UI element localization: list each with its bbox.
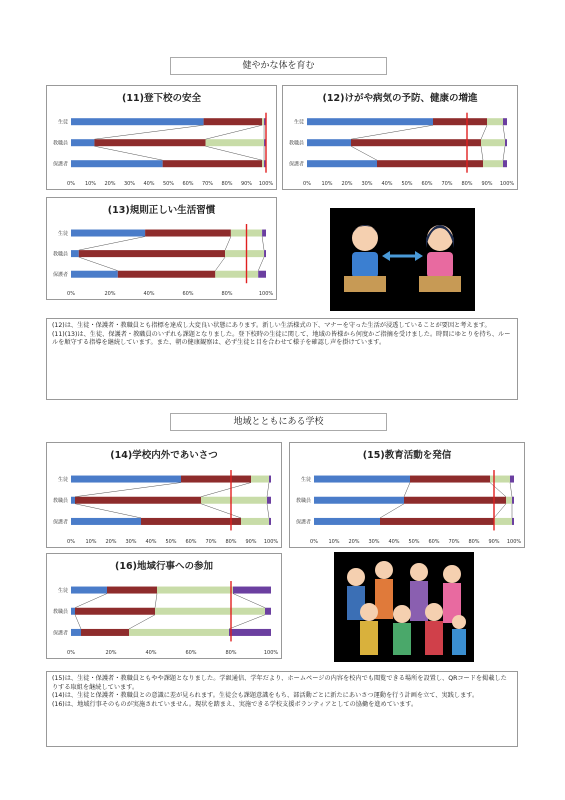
bar-segment (269, 476, 271, 483)
tick-label: 0% (303, 181, 311, 187)
bar-segment (71, 497, 75, 504)
connector-line (267, 504, 269, 518)
commentary-community (46, 671, 518, 747)
bar-segment (512, 497, 514, 504)
connector-line (75, 594, 107, 608)
students-eating-icon (330, 208, 475, 311)
bar-segment (107, 587, 157, 594)
tick-label: 20% (348, 539, 360, 545)
tick-label: 70% (441, 181, 453, 187)
chart-title: (16)地域行事への参加 (115, 561, 213, 572)
connector-line (503, 146, 505, 160)
row-label: 保護者 (52, 519, 68, 526)
tick-label: 60% (185, 539, 197, 545)
tick-label: 40% (381, 181, 393, 187)
bar-segment (71, 230, 145, 237)
connector-line (494, 504, 506, 518)
connector-line (351, 146, 377, 160)
tick-label: 40% (145, 539, 157, 545)
bar-segment (314, 497, 404, 504)
tick-label: 0% (310, 539, 318, 545)
commentary-paragraph: (11)(13)は、生徒、保護者・教職員のいずれも課題となりました。登下校時の生徒に関して、地域の皆様から何度かご指摘を受けました。時間にゆとりを持ち、ルールを順守する指導を継続しています。また、朝の健康観察は、必ず生徒と目を合わせて様子を確認し声を掛けています。 (52, 330, 511, 347)
chart-16-svg (47, 554, 283, 660)
bar-segment (481, 139, 505, 146)
row-label: 教職員 (295, 498, 311, 505)
tick-label: 20% (105, 539, 117, 545)
bar-segment (157, 587, 233, 594)
tick-label: 90% (240, 181, 253, 187)
bar-segment (505, 139, 507, 146)
bar-segment (145, 230, 231, 237)
bar-segment (410, 476, 490, 483)
connector-line (94, 146, 162, 160)
bar-segment (75, 608, 155, 615)
bar-segment (314, 476, 410, 483)
bar-segment (71, 118, 204, 125)
tick-label: 70% (448, 539, 460, 545)
row-label: 教職員 (52, 609, 68, 616)
bar-segment (506, 497, 512, 504)
commentary-paragraph: (15)は、生徒・保護者・教職員ともやや課題となりました。学級通信、学年だより、ホームページの内容を校内でも閲覧できる場所を設置し、QRコードを掲載したりする取組を継続しています。 (52, 675, 507, 691)
tick-label: 70% (201, 181, 214, 187)
chart-title: (15)教育活動を発信 (362, 450, 452, 461)
tick-label: 10% (328, 539, 340, 545)
bar-segment (71, 587, 107, 594)
connector-line (351, 125, 433, 139)
bar-segment (204, 118, 263, 125)
bar-segment (262, 230, 266, 237)
connector-line (79, 237, 145, 251)
row-label: 保護者 (295, 519, 311, 526)
commentary-paragraph: (12)は、生徒・保護者・教職員とも指標を達成し大変良い状態にあります。新しい生活様式の下、マナーを守った生活が浸透していることが要因と考えます。 (52, 322, 491, 329)
row-label: 教職員 (52, 140, 68, 147)
bar-segment (94, 139, 205, 146)
tick-label: 30% (125, 539, 137, 545)
tick-label: 10% (321, 181, 333, 187)
tick-label: 100% (263, 650, 279, 656)
bar-segment (71, 629, 81, 636)
bar-segment (229, 629, 271, 636)
tick-label: 80% (225, 539, 237, 545)
tick-label: 100% (263, 539, 279, 545)
bar-segment (71, 271, 118, 278)
family-group-icon (334, 552, 474, 662)
bar-segment (233, 587, 271, 594)
bar-segment (264, 250, 266, 257)
section-title-health: 健やかな体を育む (170, 57, 387, 75)
bar-segment (483, 160, 503, 167)
bar-segment (258, 271, 266, 278)
connector-line (258, 257, 264, 271)
row-label: 教職員 (52, 251, 68, 258)
connector-line (229, 615, 265, 629)
connector-line (129, 615, 155, 629)
commentary-health (46, 318, 518, 400)
bar-segment (71, 139, 94, 146)
bar-segment (241, 518, 269, 525)
connector-line (380, 504, 404, 518)
tick-label: 80% (221, 291, 233, 297)
bar-segment (269, 518, 271, 525)
tick-label: 80% (225, 650, 237, 656)
row-label: 保護者 (52, 161, 68, 168)
bar-segment (503, 160, 507, 167)
chart-15-svg (290, 443, 526, 549)
commentary-paragraph: (14)は、生徒と保護者・教職員との意識に差が見られます。生徒会も課題意識をもち、部活動ごとに新たにあいさつ運動を行う計画を立て、実践します。 (52, 692, 479, 700)
chart-title: (11)登下校の安全 (122, 93, 201, 104)
bar-segment (225, 250, 264, 257)
row-label: 生徒 (57, 119, 68, 126)
bar-segment (71, 250, 79, 257)
tick-label: 20% (104, 291, 116, 297)
tick-label: 30% (123, 181, 136, 187)
chart-11 (46, 85, 277, 190)
connector-line (79, 257, 118, 271)
bar-segment (181, 476, 251, 483)
students-eating-illustration (330, 208, 475, 311)
row-label: 保護者 (288, 161, 304, 168)
tick-label: 0% (67, 291, 75, 297)
connector-line (481, 146, 483, 160)
chart-14-svg (47, 443, 283, 549)
bar-segment (79, 250, 225, 257)
bar-segment (75, 497, 201, 504)
row-label: 保護者 (52, 272, 68, 279)
bar-segment (314, 518, 380, 525)
bar-segment (307, 139, 351, 146)
bar-segment (118, 271, 216, 278)
tick-label: 80% (461, 181, 473, 187)
chart-12 (282, 85, 518, 190)
connector-line (206, 146, 263, 160)
bar-segment (490, 476, 510, 483)
row-label: 生徒 (57, 588, 68, 595)
bar-segment (503, 118, 507, 125)
chart-title: (12)けがや病気の予防、健康の増進 (322, 93, 478, 104)
connector-line (201, 504, 241, 518)
connector-line (94, 125, 203, 139)
connector-line (267, 483, 269, 497)
connector-line (206, 125, 263, 139)
connector-line (262, 237, 264, 251)
bar-segment (71, 518, 141, 525)
bar-segment (404, 497, 506, 504)
row-label: 保護者 (52, 630, 68, 637)
tick-label: 100% (258, 291, 274, 297)
tick-label: 20% (341, 181, 353, 187)
chart-title: (14)学校内外であいさつ (110, 450, 218, 461)
tick-label: 60% (185, 650, 197, 656)
tick-label: 80% (221, 181, 233, 187)
bar-segment (267, 497, 271, 504)
connector-line (225, 237, 231, 251)
bar-segment (307, 118, 433, 125)
tick-label: 50% (165, 539, 177, 545)
bar-segment (512, 518, 514, 525)
chart-11-svg (47, 86, 278, 191)
tick-label: 60% (421, 181, 433, 187)
bar-segment (251, 476, 269, 483)
tick-label: 100% (499, 181, 515, 187)
tick-label: 40% (145, 650, 157, 656)
connector-line (510, 483, 512, 497)
tick-label: 90% (245, 539, 257, 545)
bar-segment (265, 608, 271, 615)
tick-label: 20% (105, 650, 117, 656)
bar-segment (206, 139, 264, 146)
connector-line (75, 483, 181, 497)
row-label: 教職員 (52, 498, 68, 505)
tick-label: 0% (67, 181, 75, 187)
bar-segment (215, 271, 258, 278)
chart-15 (289, 442, 525, 548)
tick-label: 40% (143, 291, 155, 297)
tick-label: 60% (428, 539, 440, 545)
connector-line (481, 125, 487, 139)
connector-line (201, 483, 251, 497)
bar-segment (163, 160, 262, 167)
tick-label: 30% (361, 181, 373, 187)
bar-segment (141, 518, 241, 525)
bar-segment (155, 608, 265, 615)
bar-segment (201, 497, 267, 504)
chart-title: (13)規則正しい生活習慣 (107, 205, 216, 216)
tick-label: 70% (205, 539, 217, 545)
tick-label: 10% (85, 539, 97, 545)
connector-line (75, 615, 81, 629)
connector-line (75, 504, 141, 518)
connector-line (490, 483, 506, 497)
tick-label: 100% (258, 181, 274, 187)
chart-12-svg (283, 86, 519, 191)
chart-13-svg (47, 198, 278, 301)
tick-label: 60% (182, 291, 194, 297)
tick-label: 50% (162, 181, 175, 187)
bar-segment (510, 476, 514, 483)
chart-13 (46, 197, 277, 300)
tick-label: 0% (67, 650, 75, 656)
connector-line (215, 257, 225, 271)
tick-label: 20% (104, 181, 116, 187)
tick-label: 50% (408, 539, 420, 545)
connector-line (404, 483, 410, 497)
connector-line (155, 594, 157, 608)
tick-label: 100% (506, 539, 522, 545)
bar-segment (71, 476, 181, 483)
bar-segment (262, 118, 264, 125)
tick-label: 90% (481, 181, 493, 187)
tick-label: 60% (182, 181, 194, 187)
tick-label: 90% (488, 539, 500, 545)
bar-segment (380, 518, 494, 525)
section-title-community: 地域とともにある学校 (170, 413, 387, 431)
bar-segment (262, 160, 264, 167)
tick-label: 40% (388, 539, 400, 545)
tick-label: 30% (368, 539, 380, 545)
bar-segment (71, 608, 75, 615)
row-label: 生徒 (57, 231, 68, 238)
bar-segment (81, 629, 129, 636)
bar-segment (494, 518, 512, 525)
connector-line (503, 125, 505, 139)
tick-label: 50% (401, 181, 413, 187)
row-label: 教職員 (288, 140, 304, 147)
row-label: 生徒 (293, 119, 304, 126)
bar-segment (129, 629, 229, 636)
chart-16 (46, 553, 282, 659)
chart-14 (46, 442, 282, 548)
row-label: 生徒 (300, 477, 311, 484)
row-label: 生徒 (57, 477, 68, 484)
bar-segment (71, 160, 163, 167)
family-group-illustration (334, 552, 474, 662)
connector-line (233, 594, 265, 608)
tick-label: 80% (468, 539, 480, 545)
bar-segment (487, 118, 503, 125)
bar-segment (351, 139, 481, 146)
tick-label: 10% (84, 181, 97, 187)
bar-segment (433, 118, 487, 125)
tick-label: 40% (143, 181, 155, 187)
commentary-paragraph: (16)は、地域行事そのものが実施されていません。現状を踏まえ、実施できる学校支援ボランティアとしての協働を進めています。 (52, 700, 418, 708)
tick-label: 0% (67, 539, 75, 545)
bar-segment (307, 160, 377, 167)
